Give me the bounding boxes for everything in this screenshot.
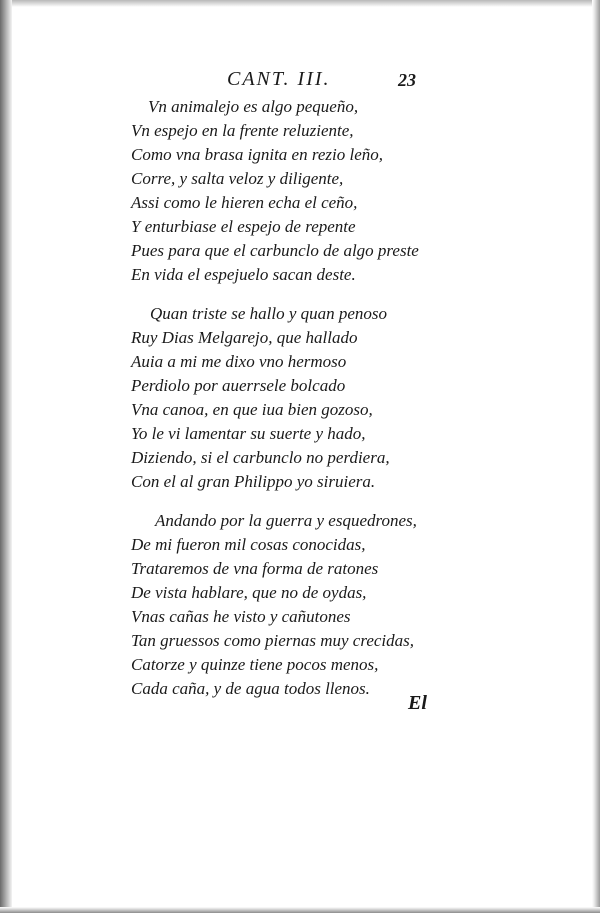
verse-line: Auia a mi me dixo vno hermoso [131, 352, 347, 371]
verse-line: Andando por la guerra y esquedrones, [155, 511, 417, 530]
scan-edge-left [0, 0, 12, 913]
verse-line: Diziendo, si el carbunclo no perdiera, [131, 448, 390, 467]
verse-line: Vn animalejo es algo pequeño, [148, 97, 359, 116]
verse-line: Vn espejo en la frente reluziente, [131, 121, 354, 140]
verse-line: Perdiolo por auerrsele bolcado [131, 376, 346, 395]
verse-line: Y enturbiase el espejo de repente [131, 217, 356, 236]
verse-line: Corre, y salta veloz y diligente, [131, 169, 344, 188]
verse-line: Vna canoa, en que iua bien gozoso, [131, 400, 373, 419]
scan-edge-right [592, 0, 600, 913]
verse-line: Pues para que el carbunclo de algo preste [131, 241, 419, 260]
page-header [0, 68, 600, 98]
page-number: 23 [398, 70, 416, 90]
verse-line: Yo le vi lamentar su suerte y hado, [131, 424, 366, 443]
scan-edge-bottom [0, 907, 600, 913]
verse-line: Como vna brasa ignita en rezio leño, [131, 145, 383, 164]
verse-line: Trataremos de vna forma de ratones [131, 559, 379, 578]
verse-line: Catorze y quinze tiene pocos menos, [131, 655, 379, 674]
catchword: El [408, 692, 427, 714]
verse-line: Con el al gran Philippo yo siruiera. [131, 472, 376, 491]
verse-line: En vida el espejuelo sacan deste. [131, 265, 356, 284]
verse-line: Cada caña, y de agua todos llenos. [131, 679, 370, 698]
verse-line: Quan triste se hallo y quan penoso [150, 304, 388, 323]
scan-edge-top [0, 0, 600, 7]
verse-line: Tan gruessos como piernas muy crecidas, [131, 631, 415, 650]
verse-line: De vista hablare, que no de oydas, [131, 583, 367, 602]
verse-line: Ruy Dias Melgarejo, que hallado [131, 328, 358, 347]
verse-line: Assi como le hieren echa el ceño, [131, 193, 358, 212]
running-head: CANT. III. [227, 68, 331, 90]
verse-line: De mi fueron mil cosas conocidas, [131, 535, 366, 554]
verse-line: Vnas cañas he visto y cañutones [131, 607, 351, 626]
